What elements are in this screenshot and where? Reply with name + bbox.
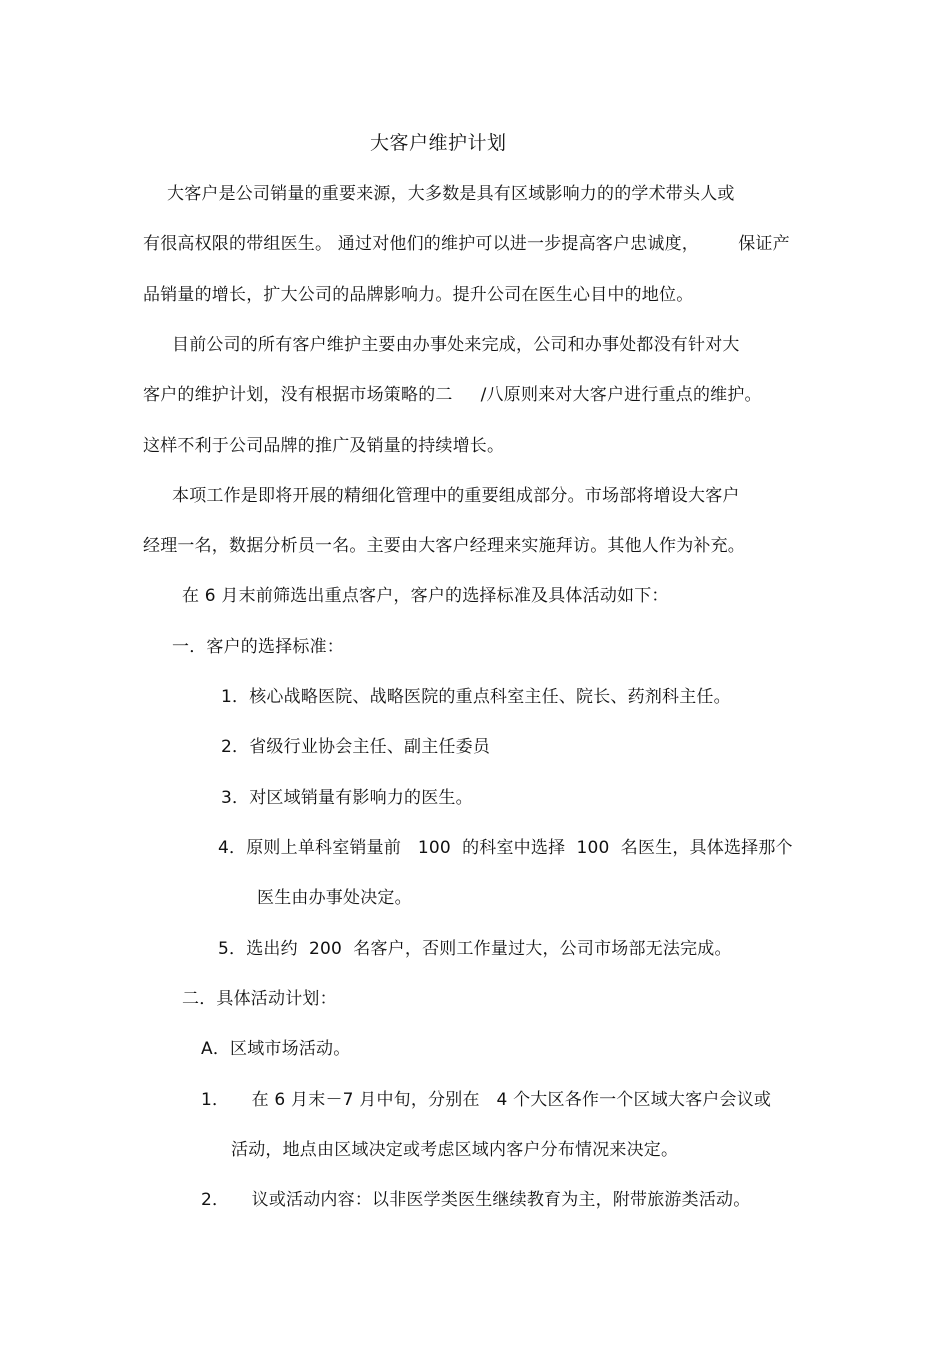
list-item: 3．对区域销量有影响力的医生。 — [221, 788, 473, 808]
paragraph-line: 有很高权限的带组医生。 通过对他们的维护可以进一步提高客户忠诚度， 保证产 — [143, 234, 790, 254]
section-heading: 二．具体活动计划： — [182, 989, 337, 1009]
list-item-continuation: 医生由办事处决定。 — [257, 888, 412, 908]
list-item: 1． 在 6 月末－7 月中旬，分别在 4 个大区各作一个区域大客户会议或 — [201, 1090, 772, 1110]
list-item: 1．核心战略医院、战略医院的重点科室主任、院长、药剂科主任。 — [221, 687, 731, 707]
sub-heading: A．区域市场活动。 — [201, 1039, 351, 1059]
paragraph-line: 目前公司的所有客户维护主要由办事处来完成，公司和办事处都没有针对大 — [172, 335, 740, 355]
paragraph-line: 客户的维护计划，没有根据市场策略的二 /八原则来对大客户进行重点的维护。 — [143, 385, 762, 405]
paragraph-line: 品销量的增长，扩大公司的品牌影响力。提升公司在医生心目中的地位。 — [143, 285, 694, 305]
section-heading: 一．客户的选择标准： — [172, 637, 344, 657]
list-item-continuation: 活动，地点由区域决定或考虑区域内客户分布情况来决定。 — [231, 1140, 679, 1160]
list-item: 2．省级行业协会主任、副主任委员 — [221, 737, 491, 757]
document-title: 大客户维护计划 — [370, 132, 507, 154]
paragraph-line: 大客户是公司销量的重要来源，大多数是具有区域影响力的的学术带头人或 — [167, 184, 735, 204]
paragraph-line: 这样不利于公司品牌的推广及销量的持续增长。 — [143, 436, 505, 456]
paragraph-line: 本项工作是即将开展的精细化管理中的重要组成部分。市场部将增设大客户 — [172, 486, 740, 506]
list-item: 2． 议或活动内容：以非医学类医生继续教育为主，附带旅游类活动。 — [201, 1190, 751, 1210]
list-item: 4．原则上单科室销量前 100 的科室中选择 100 名医生，具体选择那个 — [218, 838, 793, 858]
paragraph-line: 在 6 月末前筛选出重点客户，客户的选择标准及具体活动如下： — [182, 586, 669, 606]
list-item: 5．选出约 200 名客户，否则工作量过大，公司市场部无法完成。 — [218, 939, 732, 959]
paragraph-line: 经理一名，数据分析员一名。主要由大客户经理来实施拜访。其他人作为补充。 — [143, 536, 745, 556]
